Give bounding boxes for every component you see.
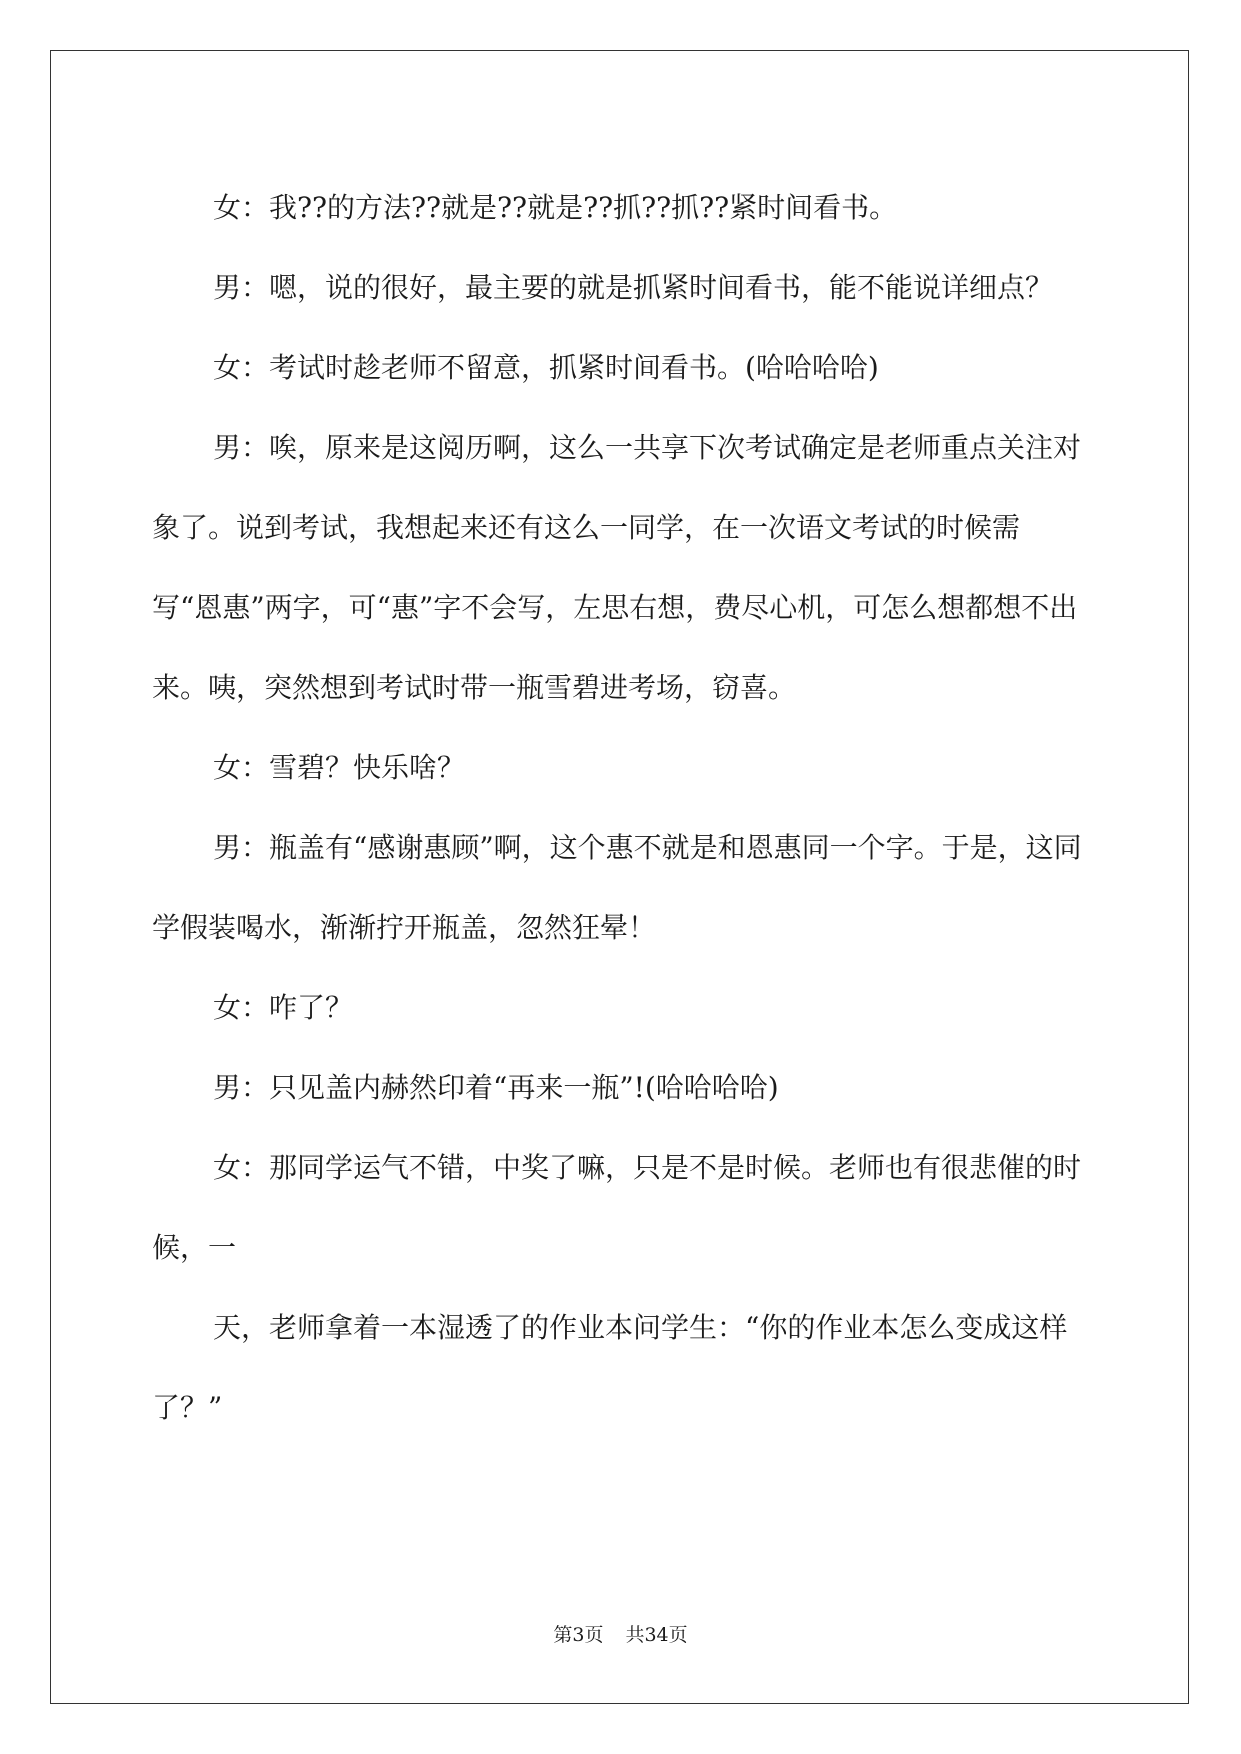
paragraph: 天，老师拿着一本湿透了的作业本问学生：“你的作业本怎么变成这样了？” (152, 1311, 1068, 1424)
page-total: 共34页 (625, 1624, 688, 1646)
paragraph: 女：咋了？ (213, 991, 354, 1024)
paragraph: 男：嗯，说的很好，最主要的就是抓紧时间看书，能不能说详细点？ (213, 271, 1054, 304)
paragraph: 女：雪碧？快乐啥？ (213, 751, 466, 784)
paragraph: 女：那同学运气不错，中奖了嘛，只是不是时候。老师也有很悲催的时候，一 (152, 1151, 1082, 1264)
paragraph: 女：考试时趁老师不留意，抓紧时间看书。(哈哈哈哈) (213, 351, 879, 384)
page-number: 第3页 (553, 1624, 604, 1646)
paragraph: 男：只见盖内赫然印着“再来一瓶”!(哈哈哈哈) (213, 1071, 779, 1104)
page-footer (0, 1620, 1241, 1647)
paragraph: 男：瓶盖有“感谢惠顾”啊，这个惠不就是和恩惠同一个字。于是，这同学假装喝水，渐渐拧开瓶盖，忽然狂晕！ (152, 831, 1082, 944)
paragraph: 男：唉，原来是这阅历啊，这么一共享下次考试确定是老师重点关注对象了。说到考试，我想起来还有这么一同学，在一次语文考试的时候需写“恩惠”两字，可“惠”字不会写，左思右想，费尽心机，可怎么想都想不出来。咦，突然想到考试时带一瓶雪碧进考场，窃喜。 (152, 431, 1082, 704)
document-body (152, 168, 1088, 1448)
paragraph: 女：我??的方法??就是??就是??抓??抓??紧时间看书。 (213, 191, 898, 224)
